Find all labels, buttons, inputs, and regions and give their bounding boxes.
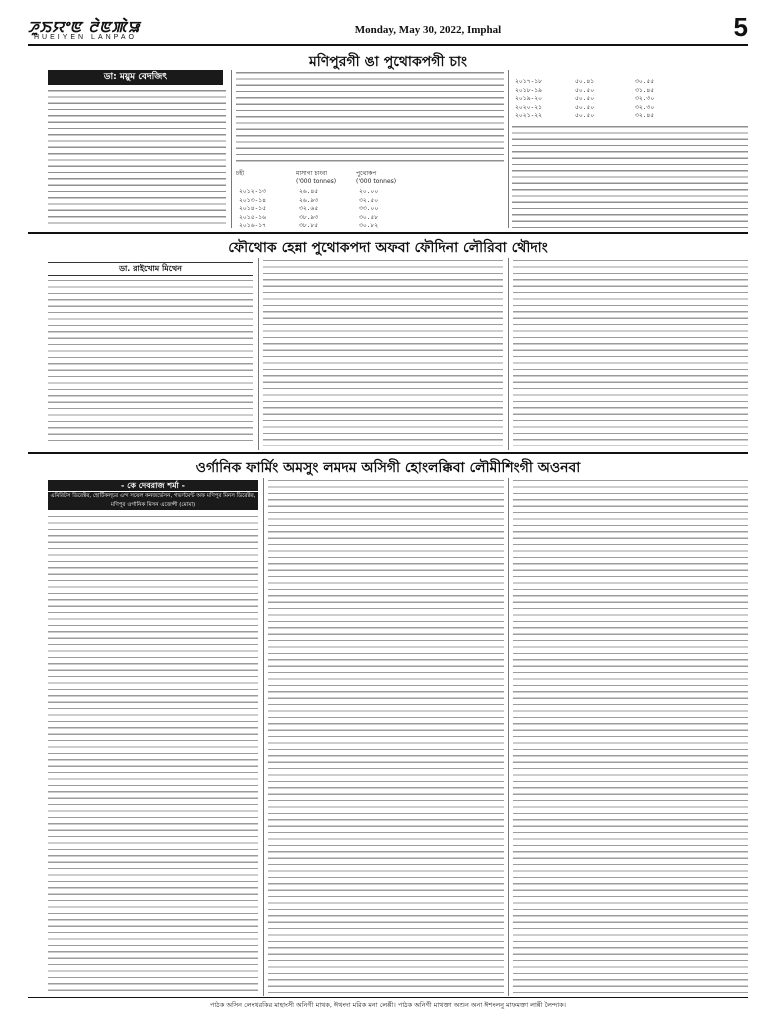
table-cell: ৩০.৫৫ — [635, 78, 655, 85]
table-row — [512, 78, 692, 87]
article1-column-2 — [236, 70, 504, 166]
table-cell: ২৬.৪৫ — [299, 188, 319, 195]
article3-byline: - কে দেবরাজ শর্মা - — [48, 480, 258, 491]
section-rule — [28, 452, 748, 454]
table-cell: ৩২.৪৫ — [635, 112, 655, 119]
table-cell: ৫০.৫০ — [575, 95, 595, 102]
table-cell: ৫০.৫০ — [575, 86, 595, 94]
article3-headline: ওর্গানিক ফার্মিং অমসুং লমদম অসিগী হোংলক্কিবা লৌমীশিংগী অওনবা — [195, 460, 581, 476]
dateline: Monday, May 30, 2022, Imphal — [354, 24, 502, 36]
table-cell: ৫০.৫০ — [575, 112, 595, 119]
table-cell: ৩০.৮২ — [359, 222, 379, 229]
logo-latin: HUEIYEN LANPAO — [34, 34, 137, 41]
table-cell: ৩২.৩০ — [635, 103, 655, 111]
table-col-demand: মাসাগা চাংবা — [296, 170, 327, 177]
table-row — [236, 197, 416, 206]
masthead-rule — [28, 44, 748, 46]
table-cell: ২০১৫-১৬ — [239, 213, 266, 221]
page-number: 5 — [733, 12, 748, 42]
article3-column-2 — [268, 478, 504, 994]
table-cell: ২০১২-১৩ — [239, 188, 267, 195]
table-cell: ২০১৭-১৮ — [515, 78, 542, 85]
table-cell: ২০১৯-২০ — [515, 95, 543, 102]
article2-byline: ডা. রাইখোম মিথেন — [48, 262, 253, 276]
article1-column-1 — [48, 88, 226, 226]
article2-column-2 — [263, 258, 503, 446]
table-cell: ২০২০-২১ — [515, 103, 543, 111]
table-row — [512, 87, 692, 96]
article1-column-3 — [512, 124, 748, 228]
table-cell: ৩২.৫০ — [359, 196, 379, 204]
table-col-production: পুথোকপ — [356, 170, 377, 177]
table-cell: ২০.০০ — [359, 188, 379, 195]
table-cell: ২৬.৯৩ — [299, 196, 319, 204]
table-cell: ৩০.৫৮ — [359, 213, 379, 221]
article3-column-3 — [513, 478, 748, 994]
table-cell: ৩১.৪৫ — [635, 86, 655, 94]
column-divider — [231, 70, 232, 228]
article2-column-3 — [513, 258, 748, 446]
table-cell: ৫০.৫০ — [575, 103, 595, 111]
column-divider — [508, 478, 509, 996]
table-row — [512, 112, 692, 121]
table-cell: ৫০.৪১ — [575, 78, 595, 85]
table-row — [236, 205, 416, 214]
production-table-continued — [512, 78, 692, 121]
article3-column-1 — [48, 514, 258, 994]
logo-script: ꯍꯨꯏꯌꯦꯟ ꯂꯥꯟꯄꯥꯎ — [28, 18, 141, 36]
table-cell: ২০১৬-১৭ — [239, 222, 267, 229]
footer-note: পাঠক অসিন লেংথরকির মাহাংসী অনিগী মাথক, ঈথংদা মরিক মনা লেপ্পী। পাঠক অনিগী মাথক্তা অশুন অনা ঈশংলনু মাফমক্তা লান্নী লৈন্দাক। — [210, 1001, 566, 1009]
article1-byline: ডা: ময়ুম বেদজিৎ — [48, 70, 223, 85]
table-row — [512, 104, 692, 113]
table-row — [512, 95, 692, 104]
column-divider — [258, 258, 259, 450]
table-unit-production: ('000 tonnes) — [356, 178, 397, 185]
table-cell: ৩২.৬৫ — [299, 205, 319, 212]
column-divider — [508, 258, 509, 450]
table-cell: ২০১৮-১৯ — [515, 86, 542, 94]
table-row — [236, 188, 416, 197]
column-divider — [508, 70, 509, 228]
article1-headline: মণিপুরগী ঙা পুথোকপগী চাং — [309, 54, 467, 70]
table-col-year: চহী — [236, 170, 245, 177]
section-rule — [28, 232, 748, 234]
table-row — [236, 214, 416, 223]
table-cell: ২০১৩-১৪ — [239, 196, 266, 204]
table-cell: ৩৮.৮৫ — [299, 222, 319, 229]
table-cell: ২০২১-২২ — [515, 112, 543, 119]
article2-headline: ফৌথোক হেন্না পুথোকপদা অফবা ফৌদিনা লৌরিবা থৌদাং — [228, 240, 548, 256]
production-table-header — [236, 170, 504, 186]
table-cell: ৩৮.৯৩ — [299, 213, 319, 221]
footer-rule — [28, 997, 748, 998]
production-table — [236, 188, 416, 231]
article2-column-1 — [48, 278, 253, 446]
table-cell: ৩৩.০০ — [359, 205, 379, 212]
table-cell: ২০১৪-১৫ — [239, 205, 266, 212]
table-unit-demand: ('000 tonnes) — [296, 178, 337, 185]
masthead — [28, 12, 748, 42]
column-divider — [263, 478, 264, 996]
table-row — [236, 222, 416, 231]
table-cell: ৩২.৩০ — [635, 95, 655, 102]
article3-author-title: এমিরিটস ডিরেক্টর, হোর্টিকল্চর এন্দ সয়েল কনজর্ভেসন, গভর্ণমেন্ট অফ মণিপুর মিনস ডিরেক্টর, মণিপুর ওর্গানিক মিসন এজেন্সী (মোমা) — [48, 492, 258, 510]
